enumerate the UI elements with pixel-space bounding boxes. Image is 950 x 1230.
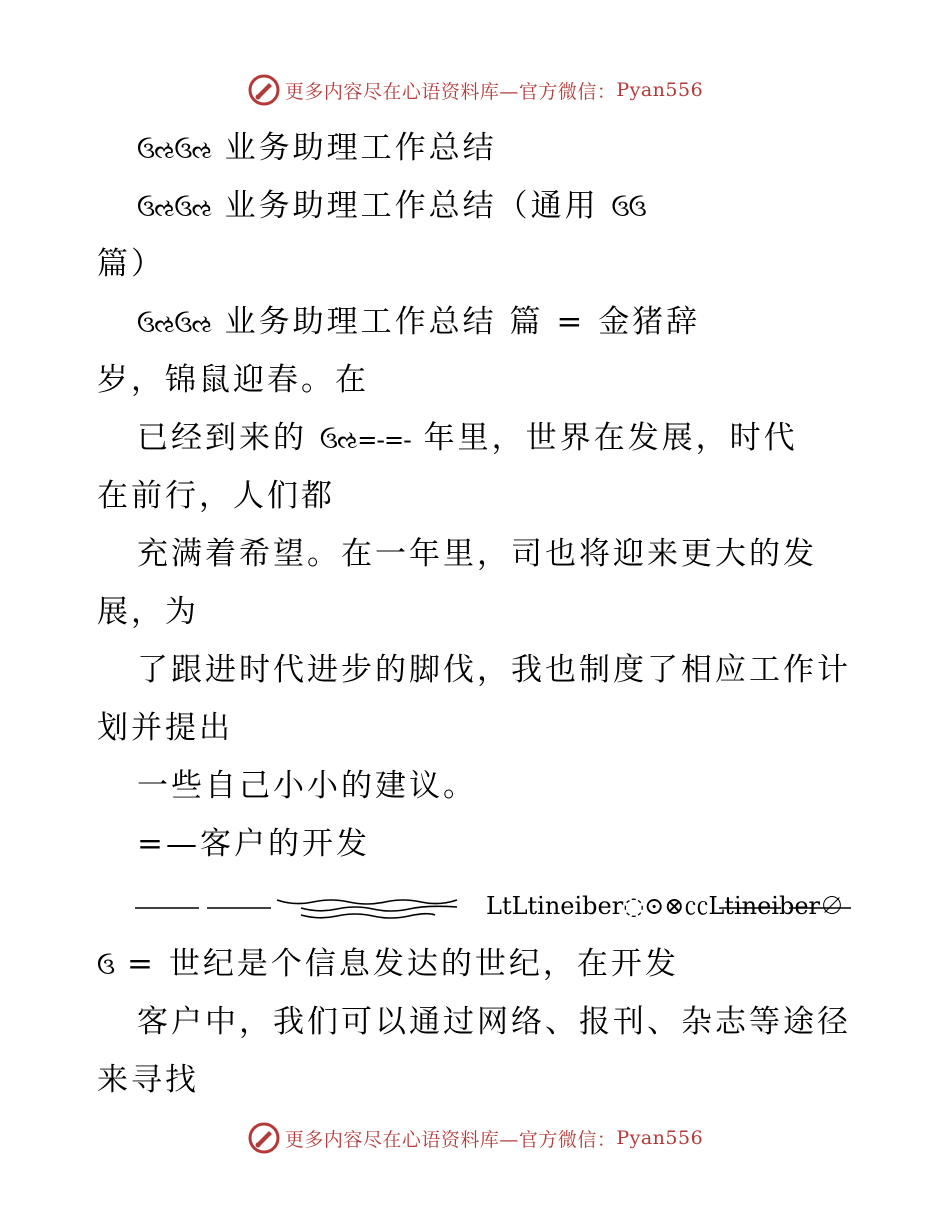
- line-text: 充满着希望。在一年里，司也将迎来更大的发: [137, 536, 817, 572]
- doc-line-15: [137, 1002, 851, 1042]
- doc-line-12: [137, 766, 477, 806]
- line-text: 业务助理工作总结（通用: [224, 188, 599, 224]
- doc-line-2: [137, 186, 646, 228]
- line-text: 篇）: [97, 246, 165, 282]
- doc-line-7: [97, 476, 335, 516]
- doc-line-14: [97, 944, 679, 986]
- line-text: 已经到来的: [137, 420, 307, 456]
- doc-line-8: [137, 534, 817, 574]
- footer-wechat-id: Pyan556: [616, 1127, 704, 1149]
- doc-line-3: [97, 244, 165, 284]
- ornament-icon: ઉઌઉઌ: [137, 310, 212, 338]
- line-text: 岁，锦鼠迎春。在: [97, 362, 369, 398]
- ornament-icon: ઉઌઉઌ: [137, 194, 212, 222]
- ornament-icon: ઉઉ: [611, 194, 646, 222]
- line-text: 业务助理工作总结 篇 =: [224, 304, 586, 340]
- separator-glyphs: LtLtineiber◌⊙⊗㏄Ltineiber∅: [486, 892, 845, 920]
- line-text: 了跟进时代进步的脚伐，我也制度了相应工作计: [137, 652, 851, 688]
- line-text-2: 金猪辞: [598, 304, 701, 340]
- doc-line-11: [97, 708, 233, 748]
- line-text: 来寻找: [97, 1062, 199, 1098]
- line-text: =—客户的开发: [137, 826, 370, 862]
- line-text: 业务助理工作总结: [224, 130, 497, 166]
- doc-line-1: [137, 128, 497, 170]
- doc-line-10: [137, 650, 851, 690]
- footer-banner-text: 更多内容尽在心语资料库—官方微信：: [284, 1128, 617, 1151]
- doc-line-16: [97, 1060, 199, 1100]
- footer-banner: [0, 1118, 950, 1158]
- line-text: = 世纪是个信息发达的世纪，在开发: [127, 946, 679, 982]
- ornament-icon: ઉ: [97, 952, 115, 980]
- doc-line-9: [97, 592, 199, 632]
- header-banner-text: 更多内容尽在心语资料库—官方微信：: [284, 80, 617, 103]
- line-text: 一些自己小小的建议。: [137, 768, 477, 804]
- line-text: 展，为: [97, 594, 199, 630]
- line-text: 划并提出: [97, 710, 233, 746]
- line-text: 在前行，人们都: [97, 478, 335, 514]
- doc-line-4: [137, 302, 700, 344]
- eq-dash-glyph: =-=-: [357, 426, 411, 454]
- ornament-icon: ઉઌ: [319, 426, 358, 454]
- logo-icon: [247, 1121, 281, 1155]
- line-text-2: 年里，世界在发展，时代: [423, 420, 798, 456]
- doc-line-5: [97, 360, 369, 400]
- ornament-icon: ઉઌઉઌ: [137, 136, 212, 164]
- header-wechat-id: Pyan556: [616, 79, 704, 101]
- header-banner: [0, 70, 950, 110]
- line-text: 客户中，我们可以通过网络、报刊、杂志等途径: [137, 1004, 851, 1040]
- doc-line-13: [137, 824, 370, 864]
- logo-icon: [247, 73, 281, 107]
- doc-line-6: [137, 418, 798, 460]
